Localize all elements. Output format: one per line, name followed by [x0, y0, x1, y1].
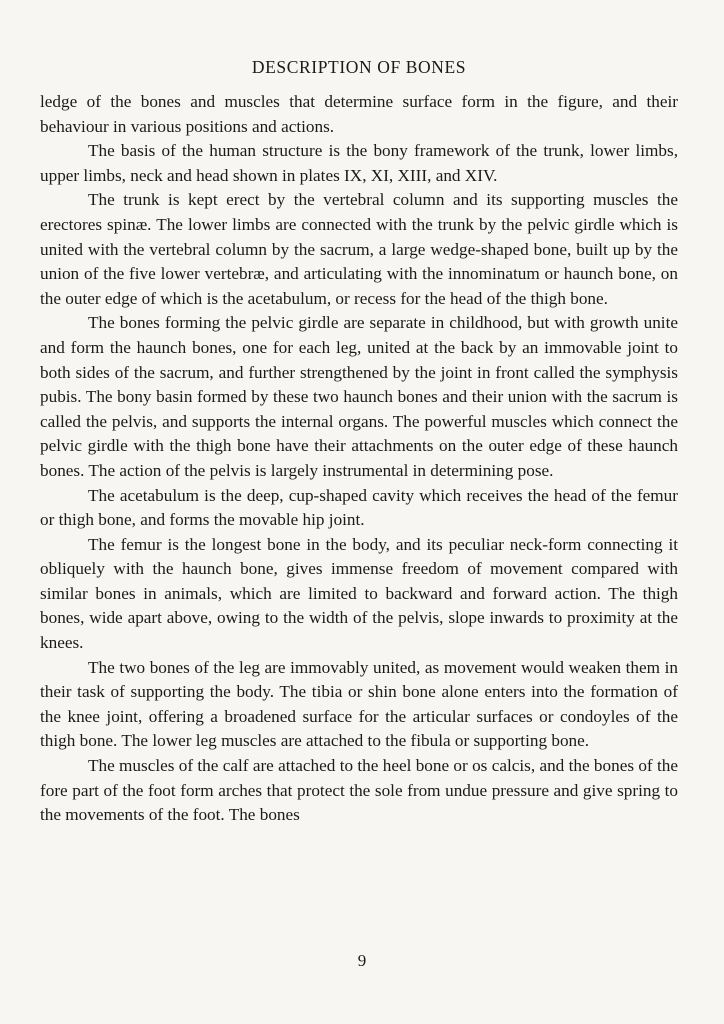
paragraph-3: The trunk is kept erect by the vertebral column and its supporting muscles the erectores spinæ. The lower limbs are connected with the trunk by the pelvic girdle which is united with the vertebral column by the sacrum, a large wedge-shaped bone, built up by the union of the five lower vertebræ, and articulating with the innominatum or haunch bone, on the outer edge of which is the acetabulum, or recess for the head of the thigh bone.: [40, 190, 678, 308]
paragraph-1: ledge of the bones and muscles that determine surface form in the figure, and their behaviour in various positions and actions.: [40, 92, 678, 136]
paragraph-2: The basis of the human structure is the bony framework of the trunk, lower limbs, upper limbs, neck and head shown in plates IX, XI, XIII, and XIV.: [40, 141, 678, 185]
paragraph-7: The two bones of the leg are immovably united, as movement would weaken them in their task of supporting the body. The tibia or shin bone alone enters into the formation of the knee joint, offering a broadened surface for the articular surfaces or condoyles of the thigh bone. The lower leg muscles are attached to the fibula or supporting bone.: [40, 657, 678, 751]
running-title: DESCRIPTION OF BONES: [251, 57, 467, 77]
paragraph-4: The bones forming the pelvic girdle are separate in childhood, but with growth unite and form the haunch bones, one for each leg, united at the back by an immovable joint to both sides of the sacrum, and further strengthened by the joint in front called the symphysis pubis. The bony basin formed by these two haunch bones and their union with the sacrum is called the pelvis, and supports the internal organs. The powerful muscles which connect the pelvic girdle with the thigh bone have their attachments on the outer edge of these haunch bones. The action of the pelvis is largely instrumental in determining pose.: [40, 313, 678, 480]
page: [40, 54, 678, 828]
page-number: 9: [357, 951, 367, 970]
paragraph-6: The femur is the longest bone in the body, and its peculiar neck-form connecting it obliquely with the haunch bone, gives immense freedom of movement compared with similar bones in animals, which are limited to backward and forward action. The thigh bones, wide apart above, owing to the width of the pelvis, slope inwards to proximity at the knees.: [40, 534, 678, 653]
body-text: [40, 90, 678, 828]
paragraph-8: The muscles of the calf are attached to the heel bone or os calcis, and the bones of the fore part of the foot form arches that protect the sole from undue pressure and give spring to the movements of the foot. The bones: [40, 756, 678, 825]
paragraph-5: The acetabulum is the deep, cup-shaped cavity which receives the head of the femur or thigh bone, and forms the movable hip joint.: [40, 485, 678, 530]
